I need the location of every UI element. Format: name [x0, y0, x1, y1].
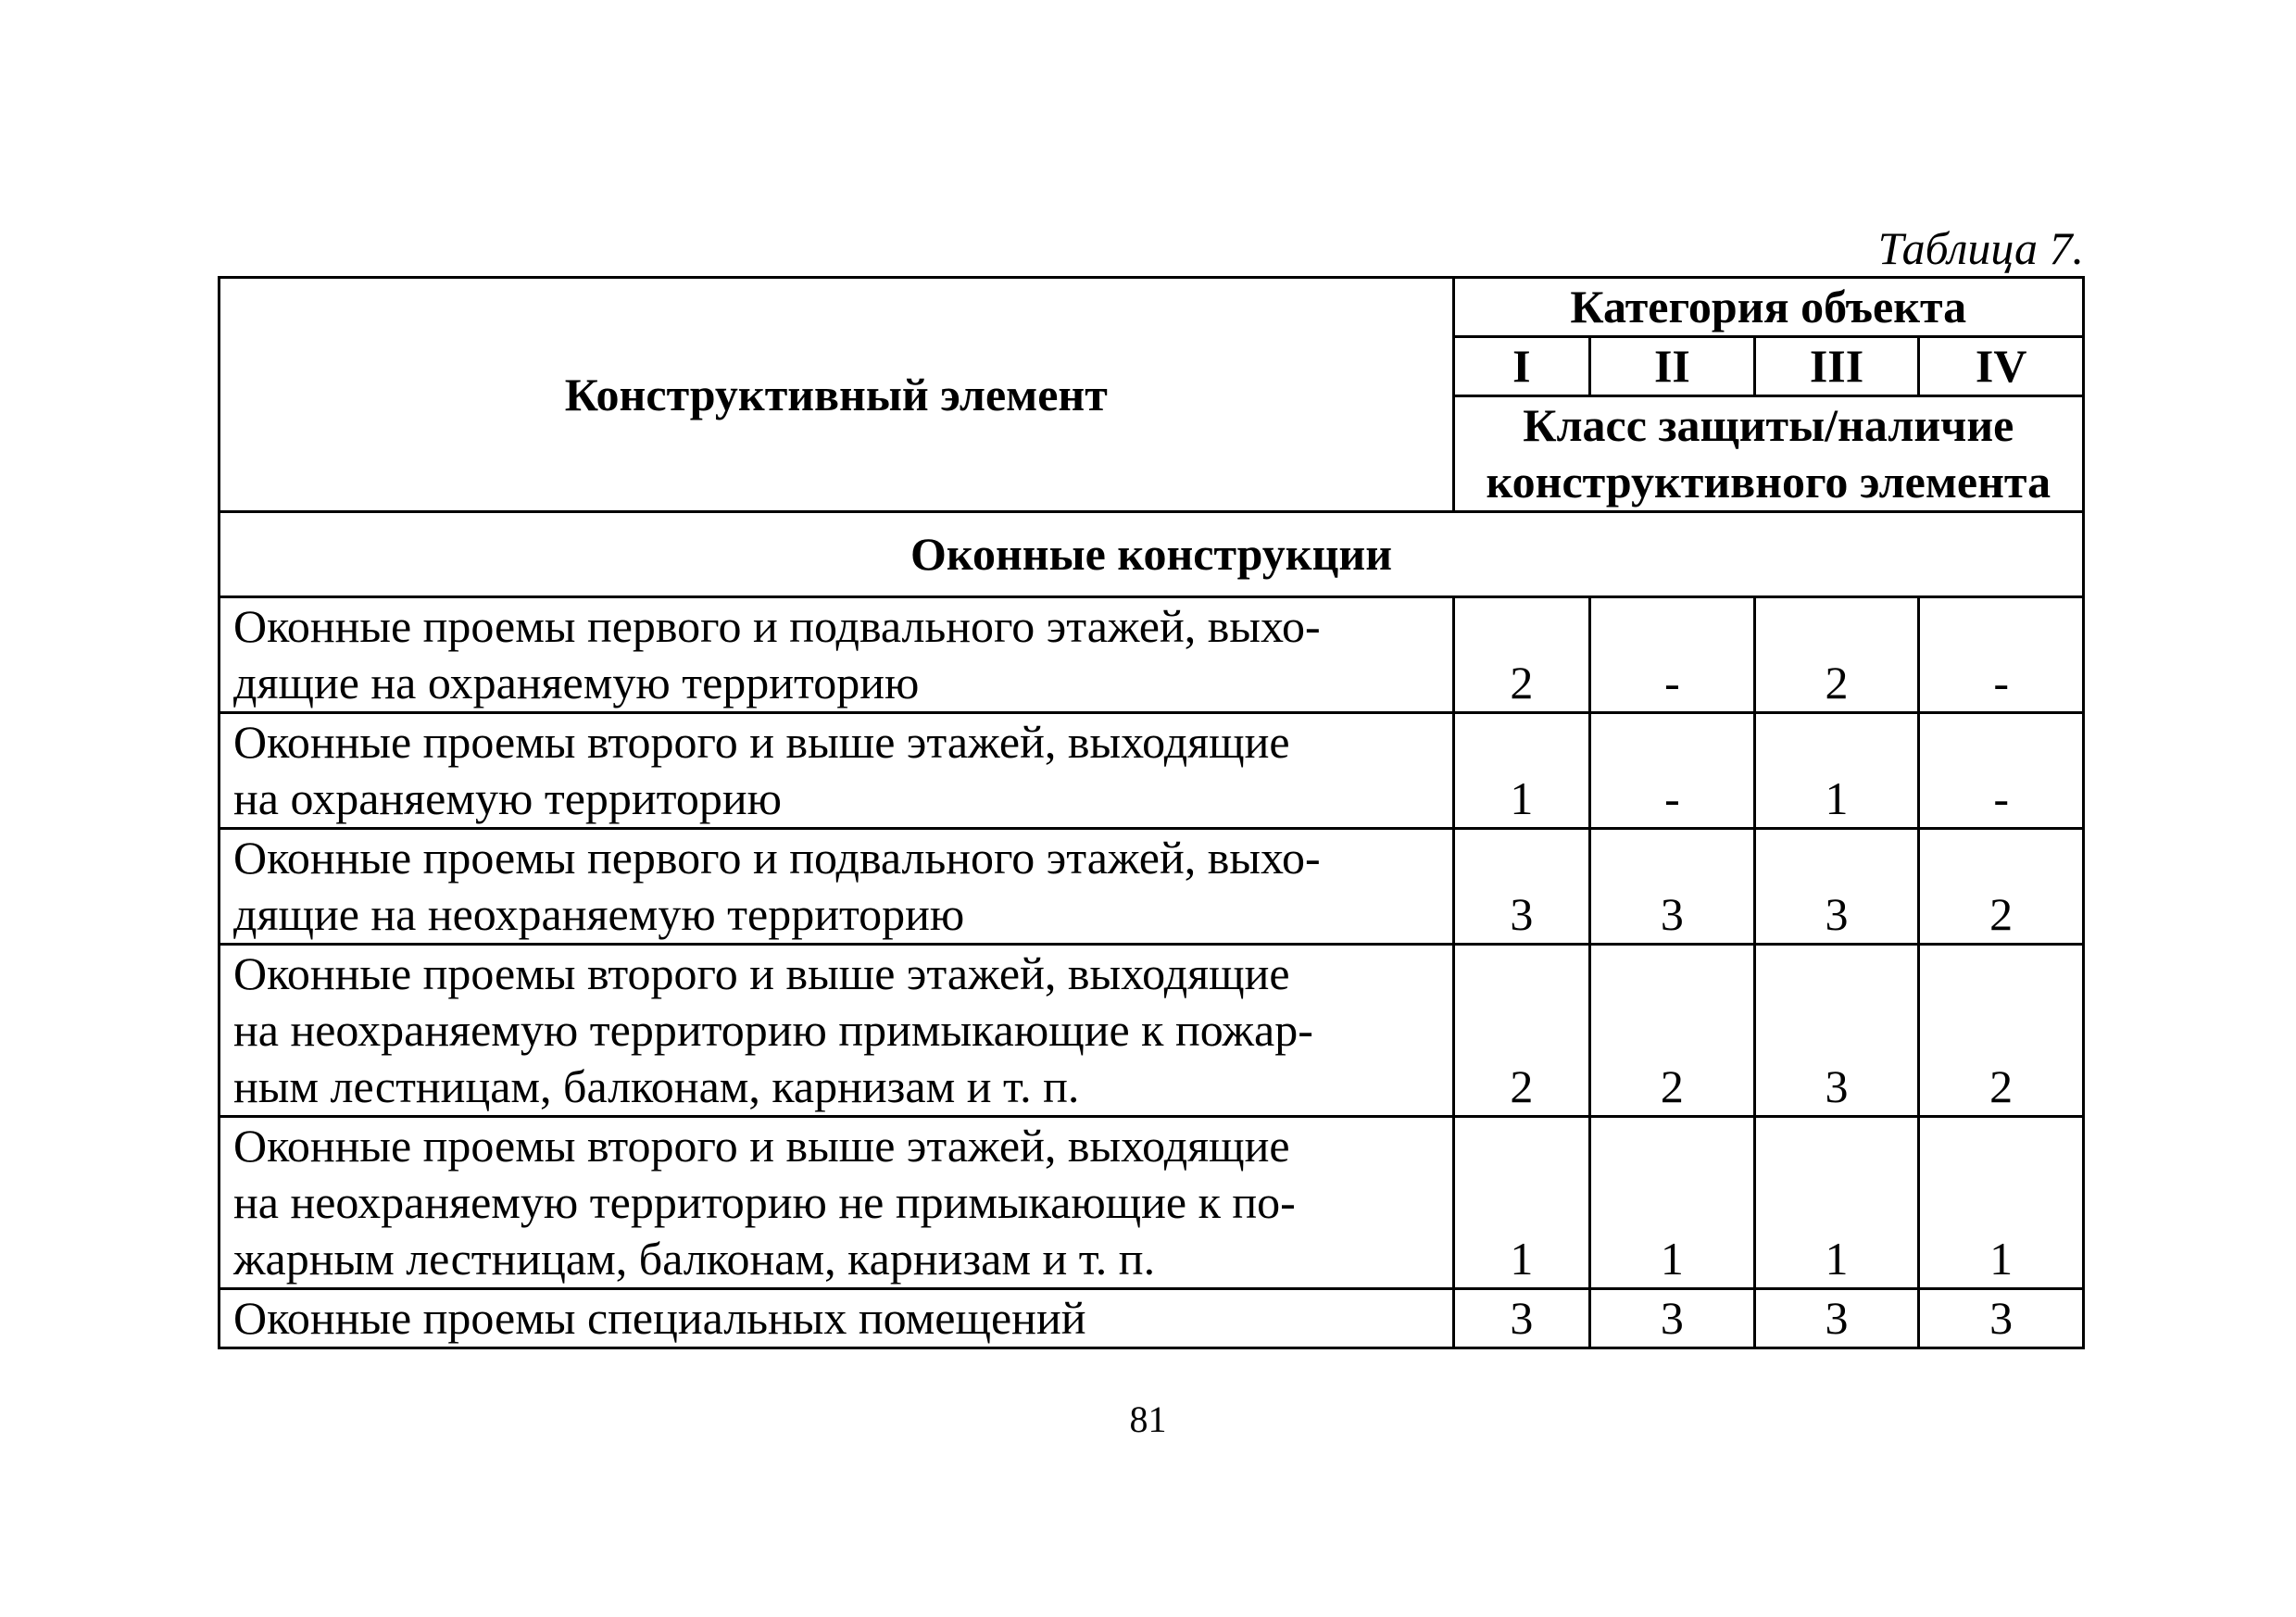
header-category: Категория объекта [1453, 278, 2083, 337]
row-value: 1 [1453, 1117, 1590, 1289]
row-value: - [1590, 713, 1755, 829]
header-class-line2: конструктивного элемента [1486, 456, 2051, 508]
table-row [220, 597, 2084, 713]
row-value: 3 [1919, 1289, 2084, 1348]
table-row [220, 945, 2084, 1117]
row-value: 2 [1919, 829, 2084, 945]
table-caption: Таблица 7. [1877, 222, 2084, 274]
row-text-line: ным лестницам, балконам, карнизам и т. п. [233, 1060, 1080, 1112]
row-text-line: Оконные проемы специальных помещений [233, 1292, 1086, 1344]
header-class-line1: Класс защиты/наличие [1523, 399, 2014, 451]
row-text-line: на неохраняемую территорию примыкающие к пожар- [233, 1004, 1313, 1056]
row-value: 2 [1453, 597, 1590, 713]
row-text [220, 945, 1454, 1117]
row-text-line: дящие на неохраняемую территорию [233, 888, 965, 940]
table-row [220, 1117, 2084, 1289]
section-row [220, 512, 2084, 597]
row-value: 1 [1754, 713, 1919, 829]
row-value: - [1919, 597, 2084, 713]
row-text-line: Оконные проемы второго и выше этажей, выходящие [233, 716, 1290, 768]
row-value: 2 [1919, 945, 2084, 1117]
row-value: 3 [1754, 829, 1919, 945]
row-value: 3 [1453, 829, 1590, 945]
row-text [220, 829, 1454, 945]
section-title: Оконные конструкции [220, 512, 2084, 597]
category-iv: IV [1919, 337, 2084, 396]
row-value: 3 [1453, 1289, 1590, 1348]
protection-class-table [218, 276, 2085, 1349]
category-i: I [1453, 337, 1590, 396]
row-text-line: дящие на охраняемую территорию [233, 657, 920, 708]
row-value: 2 [1590, 945, 1755, 1117]
header-class [1453, 396, 2083, 512]
category-iii: III [1754, 337, 1919, 396]
row-text-line: Оконные проемы первого и подвального этажей, выхо- [233, 600, 1321, 652]
row-text [220, 713, 1454, 829]
row-text-line: Оконные проемы первого и подвального этажей, выхо- [233, 832, 1321, 884]
row-text [220, 1289, 1454, 1348]
table-row [220, 829, 2084, 945]
row-value: 1 [1919, 1117, 2084, 1289]
row-value: 3 [1754, 945, 1919, 1117]
row-text-line: на охраняемую территорию [233, 772, 782, 824]
row-text-line: Оконные проемы второго и выше этажей, выходящие [233, 1120, 1290, 1172]
row-value: 1 [1590, 1117, 1755, 1289]
row-value: 1 [1453, 713, 1590, 829]
row-text [220, 597, 1454, 713]
row-value: 3 [1590, 829, 1755, 945]
table-row [220, 713, 2084, 829]
row-text-line: жарным лестницам, балконам, карнизам и т. п. [233, 1233, 1156, 1285]
header-row-category [220, 278, 2084, 337]
row-value: 3 [1590, 1289, 1755, 1348]
row-value: - [1590, 597, 1755, 713]
row-value: - [1919, 713, 2084, 829]
page-number: 81 [1129, 1398, 1167, 1440]
row-value: 1 [1754, 1117, 1919, 1289]
row-text-line: на неохраняемую территорию не примыкающие к по- [233, 1176, 1296, 1228]
row-text-line: Оконные проемы второго и выше этажей, выходящие [233, 947, 1290, 999]
row-value: 2 [1754, 597, 1919, 713]
row-text [220, 1117, 1454, 1289]
category-ii: II [1590, 337, 1755, 396]
row-value: 2 [1453, 945, 1590, 1117]
table-row [220, 1289, 2084, 1348]
header-element: Конструктивный элемент [220, 278, 1454, 512]
row-value: 3 [1754, 1289, 1919, 1348]
